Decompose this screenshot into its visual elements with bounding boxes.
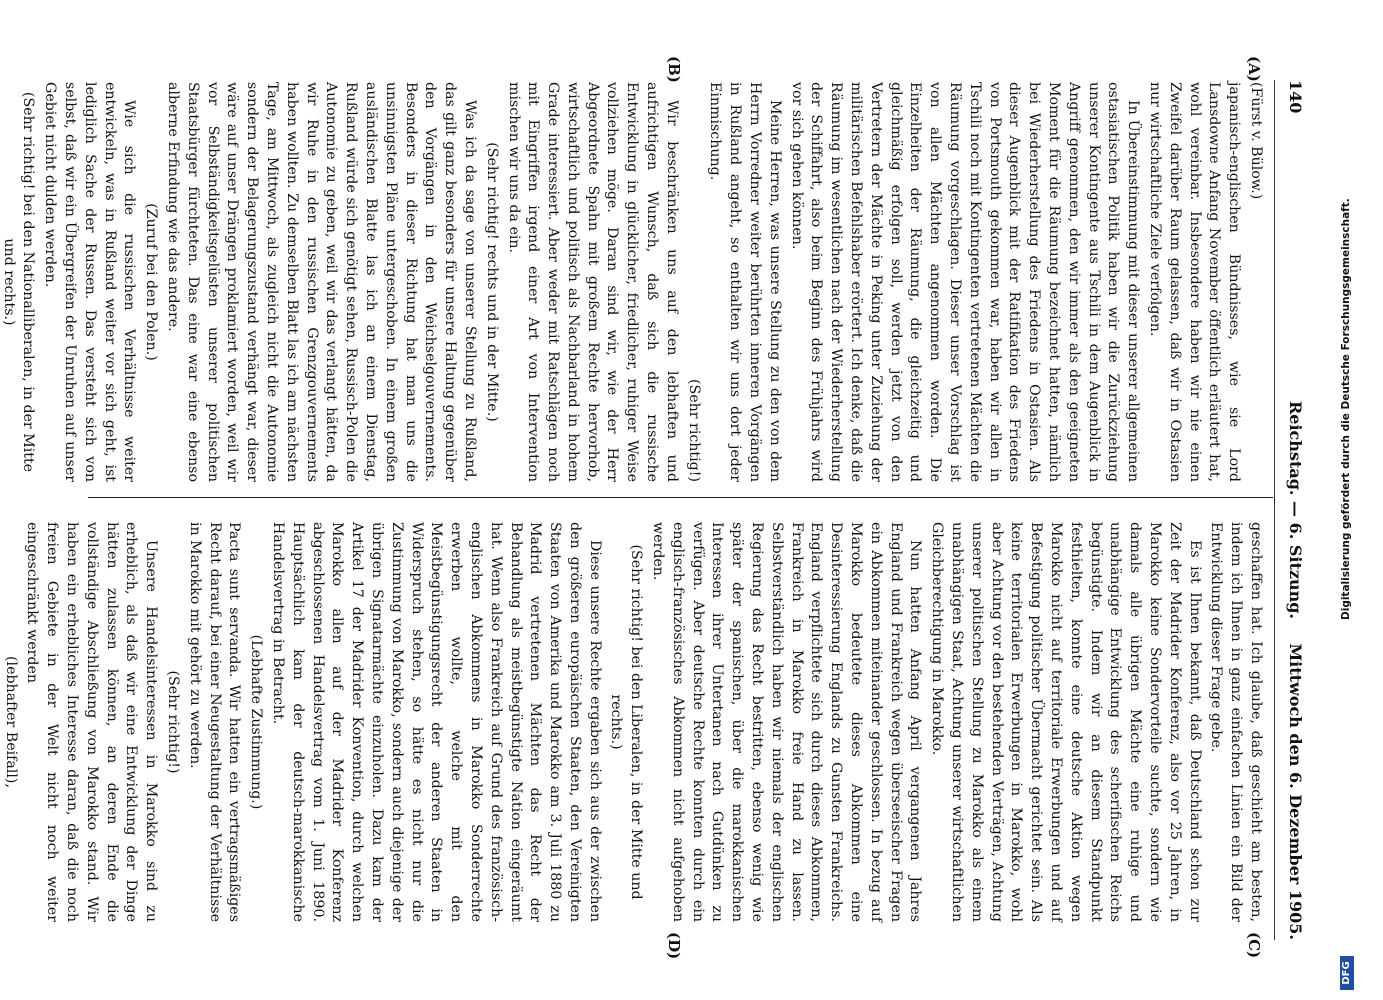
margin-marker-a: (A) <box>1245 56 1263 82</box>
paragraph: Nun hatten Anfang April vergangenen Jahres England und Frankreich wegen überseeischer Fragen ein Abkommen miteinander geschlossen. In bezug auf Marokko bedeutete dieses Abkommen eine Desinteressierung Englands zu Gunsten Frankreichs. England verpflichtete sich durch dieses Abkommen, Frankreich in Marokko freie Hand zu lassen. Selbstverständlich haben wir niemals der englischen Regierung das Recht bestritten, ebenso wenig wie später der spanischen, über die marokkanischen Interessen ihrer Untertanen nach Gutdünken zu verfügen. Aber deutsche Rechte konnten durch ein englisch-französisches Abkommen nicht aufgehoben werden. <box>650 522 924 922</box>
page-title: Reichstag. — 6. Sitzung. <box>1286 401 1305 619</box>
column-separator <box>88 497 1273 498</box>
page-header <box>1275 80 1305 940</box>
paragraph: Was ich da sage von unserer Stellung zu Rußland, das gilt ganz besonders für unsere Haltung gegenüber den Vorgängen in den Weichselgouvernements. Besonders in dieser Richtung hat man uns die unsinnigsten Pläne untergeschoben. In einem großen ausländischen Blatte las ich an einem Dienstag, Rußland würde sich genötigt sehen, Russisch-Polen die Autonomie zu geben, weil wir das verlangt hätten, da wir Ruhe in den russischen Grenzgouvernements haben wollten. Zu demselben Blatt las ich am nächsten Tage, am Mittwoch, als zugleich nicht die Autonomie sondern der Belagerungszustand verhängt war, dieser wäre auf unser Drängen proklamiert worden, weil wir vor Selbständigkeitsgelüsten unserer politischen Staatsbürger fürchteten. Das eine war eine ebenso alberne Erfindung wie das andere. <box>164 82 478 482</box>
paragraph: Wie sich die russischen Verhältnisse weiter entwickeln, was in Rußland weiter vor sich geht, ist lediglich Sache der Russen. Das versteht sich von selbst, daß wir ein Übergreifen der Unruhen auf unser Gebiet nicht dulden werden. <box>42 82 138 482</box>
right-column <box>2 522 1265 922</box>
margin-marker-c: (C) <box>1245 932 1263 959</box>
page-number: 140 <box>1286 80 1305 114</box>
paragraph: Wir beschränken uns auf den lebhaften und aufrichtigen Wunsch, daß sich die russische Entwicklung in glücklicher, friedlicher, ruhiger Weise vollziehen möge. Daran sind wir, wie der Herr Abgeordnete Spahn mit großem Rechte hervorhob, wirtschaftlich und politisch als Nachbarland in hohem Grade interessiert. Aber weder mit Ratschlägen noch mit Eingriffen irgend einer Art von Intervention mischen wir uns da ein. <box>505 82 680 482</box>
paragraph: geschaffen hat. Ich glaube, daß geschieht am besten, indem ich Ihnen in ganz einfachen Linien ein Bild der Entwicklung dieser Frage gebe. <box>1208 522 1264 922</box>
paragraph: Diese unsere Rechte ergaben sich aus der zwischen den größeren europäischen Staaten, den Vereinigten Staaten von Amerika und Marokko am 3. Juli 1880 zu Madrid vertretenen Mächten das Recht der Behandlung als meistbegünstigte Nation eingeräumt hat. Wenn also Frankreich auf Grund des französisch-englischen Abkommens in Marokko Sonderrechte erwerben wollte, welche mit den Meistbegünstigungsrecht der anderen Staaten in Widerspruch stehen, so hätte es nicht nur die Zustimmung von Marokko, sondern auch diejenige der übrigen Signatarmächte einzuholen. Dazu kam der Artikel 17 der Madrider Konvention, durch welchen Marokko allen auf der Madrider Konferenz abgeschlossenen Handelsvertrag vom 1. Juni 1890. Hauptsächlich kam der deutsch-marokkanische Handelsvertrag in Betracht. <box>269 522 603 922</box>
interjection: (Sehr richtig! bei den Nationalliberalen, in der Mitte und rechts.) <box>0 91 37 473</box>
interjection: (Sehr richtig!) <box>685 378 702 482</box>
interjection: (Zuruf bei den Polen.) <box>143 203 160 361</box>
interjection: (Sehr richtig! rechts und in der Mitte.) <box>483 142 500 422</box>
left-column <box>0 82 1265 482</box>
margin-marker-d: (D) <box>665 932 683 960</box>
paragraph: (Fürst v. Bülow.) <box>1248 82 1264 200</box>
margin-marker-b: (B) <box>665 56 683 83</box>
paragraph: Unsere Handelsinteressen in Marokko sind zu erheblich, als daß wir eine Entwicklung der Dinge hätten zulassen können, an deren Ende die vollständige Abschließung von Marokko stand. Wir haben ein erhebliches Interesse daran, daß die noch freien Gebiete in der Welt nicht noch weiter eingeschränkt werden <box>24 522 160 922</box>
interjection: (Sehr richtig! bei den Liberalen, in der Mitte und rechts.) <box>608 544 645 900</box>
interjection: (lebhafter Beifall), <box>2 656 19 788</box>
header-rule <box>1274 80 1275 940</box>
interjection: (Sehr richtig!) <box>164 670 181 774</box>
page-date: Mittwoch den 6. Dezember 1905. <box>1286 643 1305 940</box>
dfg-logo: DFG <box>1340 956 1354 990</box>
interjection: (Lebhafte Zustimmung.) <box>248 634 265 810</box>
paragraph: Meine Herren, was unsere Stellung zu den von dem Herrn Vorredner weiter berührten inneren Vorgängen in Rußland angeht, so enthalten wir uns dort jeder Einmischung. <box>707 82 783 482</box>
paragraph: Es ist Ihnen bekannt, daß Deutschland schon zur Zeit der Madrider Konferenz, also vor 25 Jahren, in Marokko keine Sondervorteile suchte, sondern wie damals alle übrigen Mächte eine ruhige und unabhängige Entwicklung des scherifischen Reichs begünstigte. Indem wir an diesem Standpunkt festhielten, konnte eine deutsche Aktion wegen Marokko nicht auf territoriale Erwerbungen und auf Befestigung politischer Übermacht gerichtet sein. Als keine territorialen Erwerbungen in Marokko, wohl aber Achtung vor den bestehenden Verträgen, Achtung unserer politischen Stellung zu Marokko als einem unabhängigen Staat, Achtung unserer wirtschaftlichen Gleichberechtigung in Marokko. <box>929 522 1203 922</box>
paragraph: Pacta sunt servanda. Wir hatten ein vertragsmäßiges Recht darauf, bei einer Neugestaltung der Verhältnisse in Marokko mit gehört zu werden. <box>186 522 243 922</box>
paragraph: japanisch-englischen Bündnisses, wie sie Lord Lansdowne Anfang November öffentlich erläutert hat, wohl vereinbar. Insbesondere haben wir nie einen Zweifel darüber Raum gelassen, daß wir in Ostasien nur wirtschaftliche Ziele verfolgen. <box>1147 82 1243 482</box>
digitization-note: Digitalisierung gefördert durch die Deutsche Forschungsgemeinschaft. <box>1340 198 1352 620</box>
paragraph: In Übereinstimmung mit dieser unserer allgemeinen ostasiatischen Politik haben wir die Zurückziehung unserer Kontingente aus Tschili in dem Augenblick in Angriff genommen, den wir immer als den geeigneten Moment für die Räumung bezeichnet hatten, nämlich bei Wiederherstellung des Friedens in Ostasien. Als dieser Augenblick mit der Ratifikation des Friedens von Portsmouth gekommen war, haben wir allen in Tschili noch mit Kontingenten vertretenen Mächten die Räumung vorgeschlagen. Dieser unser Vorschlag ist von allen Mächten angenommen worden. Die Einzelheiten der Räumung, die gleichzeitig und gleichmäßig erfolgen soll, werden jetzt von den Vertretern der Mächte in Peking unter Zuziehung der militärischen Befehlshaber erörtert. Ich denke, daß die Räumung im wesentlichen nach der Wiederherstellung der Schiffahrt, also beim Beginn des Frühjahrs wird vor sich gehen können. <box>788 82 1142 482</box>
